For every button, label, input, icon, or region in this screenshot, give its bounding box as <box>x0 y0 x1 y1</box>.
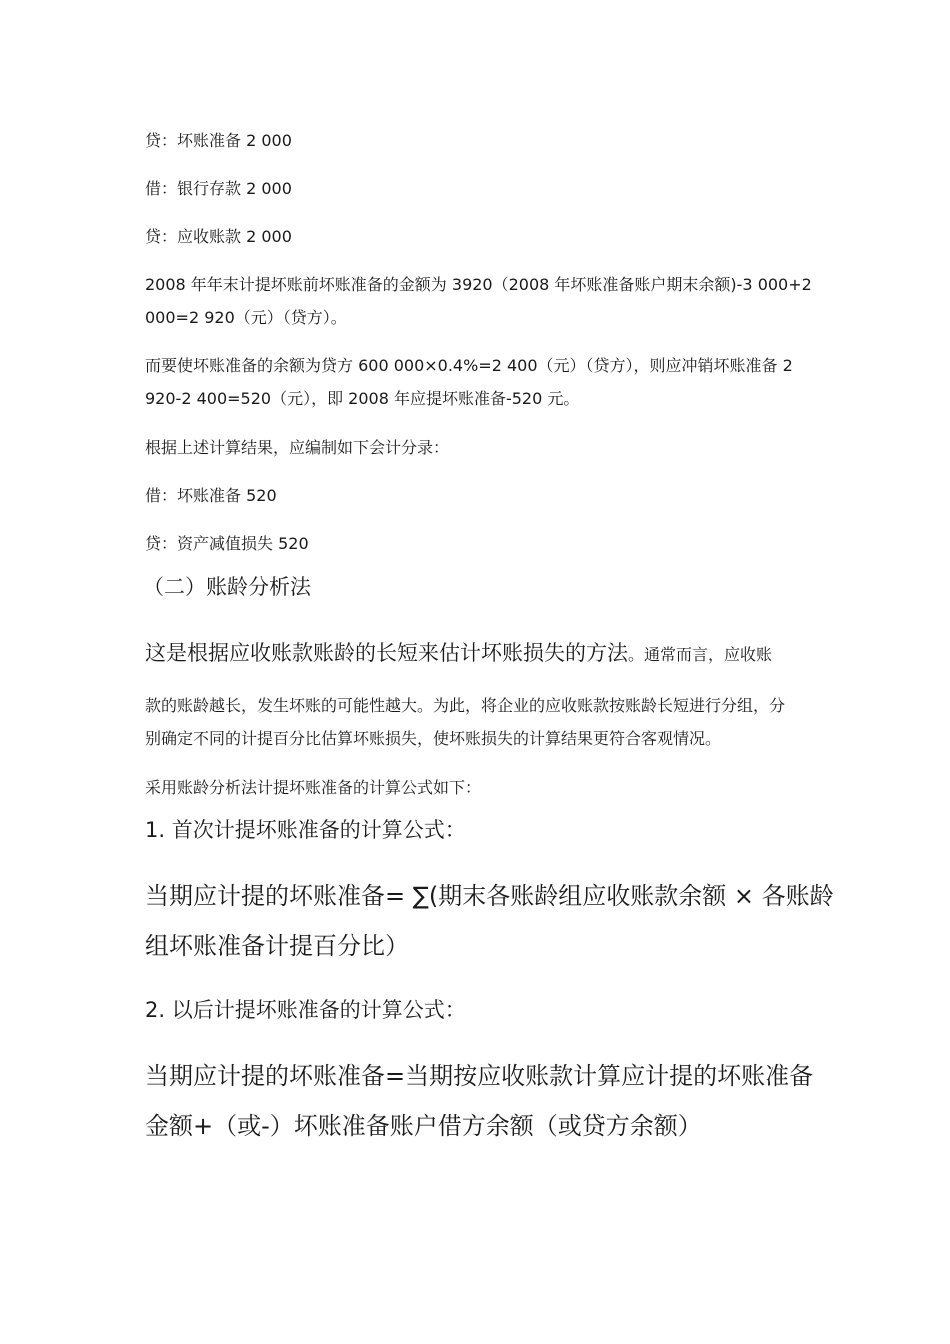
paragraph-line: 000=2 920（元）（贷方）。 <box>145 308 347 327</box>
formula1-line: 组坏账准备计提百分比） <box>145 932 409 960</box>
journal-entry-debit-bank: 借：银行存款 2 000 <box>145 179 292 198</box>
item2-heading: 2. 以后计提坏账准备的计算公式： <box>145 998 466 1022</box>
journal-entry-credit-bad-debt: 贷：坏账准备 2 000 <box>145 131 292 150</box>
journal-entry-credit-impairment: 贷：资产减值损失 520 <box>145 534 309 553</box>
paragraph-line: 2008 年年末计提坏账前坏账准备的金额为 3920（2008 年坏账准备账户期末余额)-3 000+2 <box>145 275 812 294</box>
formula-intro: 采用账龄分析法计提坏账准备的计算公式如下： <box>145 778 482 797</box>
item1-heading: 1. 首次计提坏账准备的计算公式： <box>145 818 466 842</box>
paragraph-line: 920-2 400=520（元），即 2008 年应提坏账准备-520 元。 <box>145 389 580 408</box>
paragraph-line: 根据上述计算结果，应编制如下会计分录： <box>145 438 450 457</box>
journal-entry-credit-receivable: 贷：应收账款 2 000 <box>145 227 292 246</box>
paragraph-line: 别确定不同的计提百分比估算坏账损失，使坏账损失的计算结果更符合客观情况。 <box>145 729 722 748</box>
formula2-line: 金额+（或-）坏账准备账户借方余额（或贷方余额） <box>145 1112 702 1140</box>
intro-lead-tail: 。通常而言，应收账 <box>628 645 773 664</box>
intro-lead-text: 这是根据应收账款账龄的长短来估计坏账损失的方法 <box>145 641 628 665</box>
paragraph-line: 而要使坏账准备的余额为贷方 600 000×0.4%=2 400（元）（贷方），则应冲销坏账准备 2 <box>145 356 793 375</box>
section-heading: （二）账龄分析法 <box>143 575 311 599</box>
formula2-line: 当期应计提的坏账准备=当期按应收账款计算应计提的坏账准备 <box>145 1062 814 1090</box>
journal-entry-debit-bad-debt: 借：坏账准备 520 <box>145 486 277 505</box>
paragraph-line: 款的账龄越长，发生坏账的可能性越大。为此，将企业的应收账款按账龄长短进行分组，分 <box>145 696 786 715</box>
formula1-line: 当期应计提的坏账准备= ∑(期末各账龄组应收账款余额 × 各账龄 <box>145 882 834 910</box>
intro-first-line <box>145 637 772 667</box>
